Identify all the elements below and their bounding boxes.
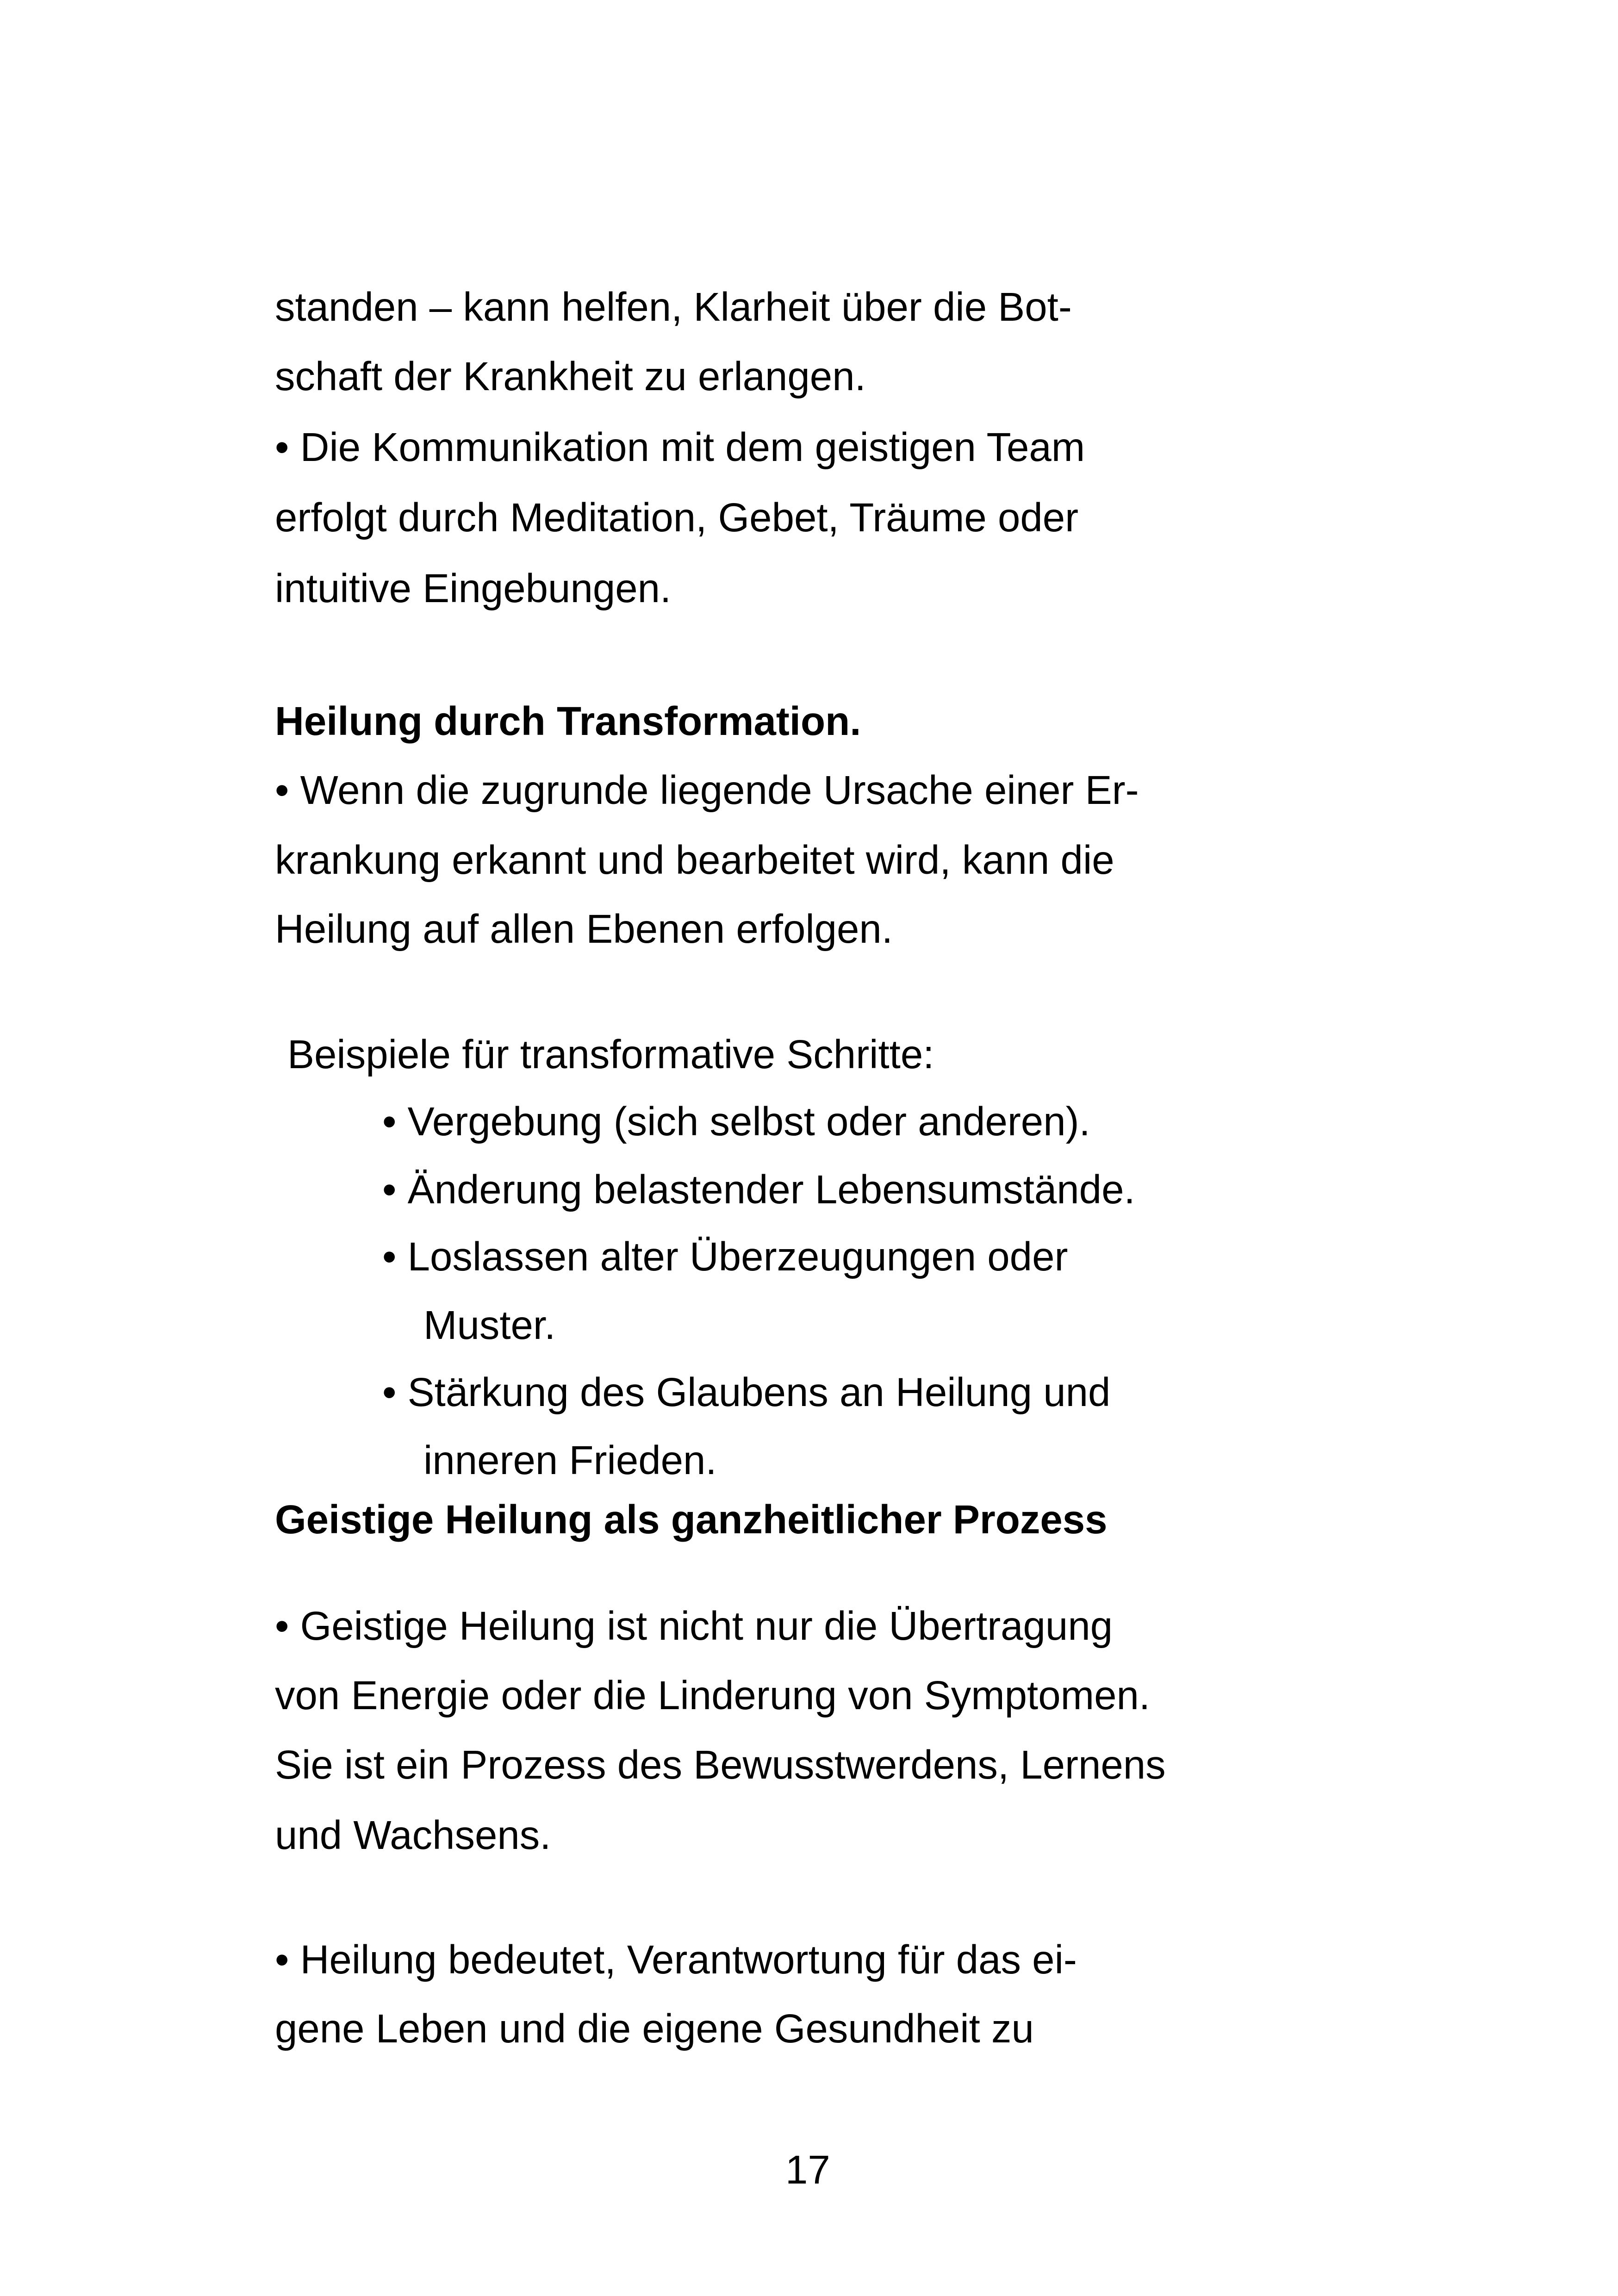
text-line: Sie ist ein Prozess des Bewusstwerdens, Lernens xyxy=(275,1742,1166,1787)
text-line: • Loslassen alter Überzeugungen oder xyxy=(382,1234,1068,1279)
text-line: • Die Kommunikation mit dem geistigen Team xyxy=(275,425,1085,470)
text-line: intuitive Eingebungen. xyxy=(275,566,672,611)
text-line: • Vergebung (sich selbst oder anderen). xyxy=(382,1099,1090,1144)
text-line: Heilung auf allen Ebenen erfolgen. xyxy=(275,907,893,952)
text-line: standen – kann helfen, Klarheit über die Bot- xyxy=(275,285,1072,330)
text-line: krankung erkannt und bearbeitet wird, kann die xyxy=(275,838,1114,883)
text-line: Muster. xyxy=(423,1303,556,1348)
page-number: 17 xyxy=(785,2147,830,2192)
text-line: gene Leben und die eigene Gesundheit zu xyxy=(275,2006,1034,2051)
text-line: erfolgt durch Meditation, Gebet, Träume oder xyxy=(275,495,1079,540)
text-line: • Wenn die zugrunde liegende Ursache einer Er- xyxy=(275,768,1139,813)
text-line: • Änderung belastender Lebensumstände. xyxy=(382,1167,1135,1212)
text-line: von Energie oder die Linderung von Symptomen. xyxy=(275,1673,1151,1718)
section-heading: Geistige Heilung als ganzheitlicher Prozess xyxy=(275,1497,1108,1542)
text-line: • Stärkung des Glaubens an Heilung und xyxy=(382,1370,1111,1415)
text-line: Beispiele für transformative Schritte: xyxy=(287,1032,934,1077)
text-line: • Geistige Heilung ist nicht nur die Übertragung xyxy=(275,1604,1113,1649)
text-line: inneren Frieden. xyxy=(423,1438,717,1483)
text-line: schaft der Krankheit zu erlangen. xyxy=(275,354,866,399)
text-line: und Wachsens. xyxy=(275,1813,551,1858)
section-heading: Heilung durch Transformation. xyxy=(275,699,861,744)
text-line: • Heilung bedeutet, Verantwortung für das ei- xyxy=(275,1937,1077,1982)
